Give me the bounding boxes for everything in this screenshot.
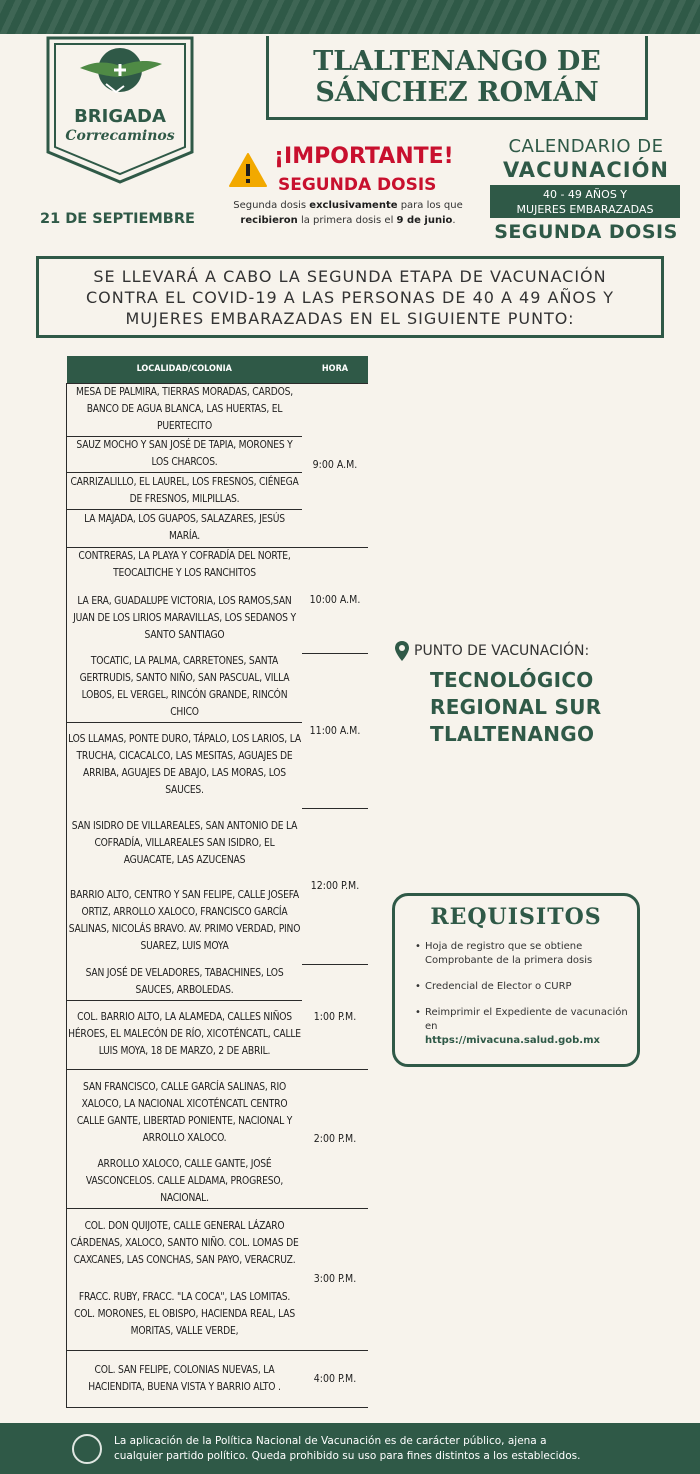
calendario-label: CALENDARIO DE (508, 136, 664, 157)
table-cell-localidad: SAUZ MOCHO Y SAN JOSÉ DE TAPIA, MORONES Y LOS CHARCOS. (67, 436, 303, 472)
table-cell-localidad: ARROLLO XALOCO, CALLE GANTE, JOSÉ VASCONCELOS. CALLE ALDAMA, PROGRESO, NACIONAL. (67, 1156, 303, 1208)
requisitos-box (392, 893, 640, 1067)
table-cell-hora: 10:00 A.M. (302, 547, 368, 653)
col-hora-header: HORA (302, 356, 368, 383)
municipality-title (266, 36, 648, 120)
table-row (67, 653, 369, 722)
table-cell-localidad: SAN FRANCISCO, CALLE GARCÍA SALINAS, RIO XALOCO, LA NACIONAL XICOTÉNCATL CENTRO CALLE GANTE, LIBERTAD PONIENTE, NACIONAL Y ARROLLO XALOCO. (67, 1069, 303, 1156)
title-line2: SÁNCHEZ ROMÁN (315, 76, 599, 108)
table-cell-localidad: CARRIZALILLO, EL LAUREL, LOS FRESNOS, CIÉNEGA DE FRESNOS, MILPILLAS. (67, 472, 303, 509)
government-seal-icon (72, 1434, 102, 1464)
table-cell-localidad: TOCATIC, LA PALMA, CARRETONES, SANTA GERTRUDIS, SANTO NIÑO, SAN PASCUAL, VILLA LOBOS, EL VERGEL, RINCÓN GRANDE, RINCÓN CHICO (67, 653, 303, 722)
table-cell-localidad: CONTRERAS, LA PLAYA Y COFRADÍA DEL NORTE, TEOCALTICHE Y LOS RANCHITOS (67, 547, 303, 583)
punto-label-row (394, 640, 589, 662)
table-cell-localidad: COL. BARRIO ALTO, LA ALAMEDA, CALLES NIÑOS HÉROES, EL MALECÓN DE RÍO, XICOTÉNCATL, CALLE LUIS MOYA, 18 DE MARZO, 2 DE ABRIL. (67, 1000, 303, 1069)
table-cell-hora: 4:00 P.M. (302, 1350, 368, 1407)
brigada-text: BRIGADA (74, 106, 166, 127)
table-row (67, 1350, 369, 1407)
correcaminos-text: Correcaminos (65, 128, 175, 144)
requisitos-title: REQUISITOS (430, 904, 602, 930)
segunda-dosis-note: Segunda dosis exclusivamente para los que recibieron la primera dosis el 9 de junio. (233, 200, 463, 226)
punto-name-line1: TECNOLÓGICO (430, 668, 594, 692)
footer-line2: cualquier partido político. Queda prohibido su uso para fines distintos a los establecidos. (114, 1450, 581, 1462)
punto-label: PUNTO DE VACUNACIÓN: (414, 643, 590, 659)
table-cell-localidad: FRACC. RUBY, FRACC. "LA COCA", LAS LOMITAS. COL. MORONES, EL OBISPO, HACIENDA REAL, LAS MORITAS, VALLE VERDE, (67, 1279, 303, 1350)
vacunacion-label: VACUNACIÓN (502, 158, 670, 182)
age-group-band (490, 185, 680, 218)
top-decorative-band (0, 0, 700, 34)
col-localidad-header: LOCALIDAD/COLONIA (67, 356, 303, 383)
location-pin-icon (394, 640, 410, 662)
table-row (67, 1208, 369, 1279)
warning-icon (228, 152, 268, 188)
table-cell-localidad: LOS LLAMAS, PONTE DURO, TÁPALO, LOS LARIOS, LA TRUCHA, CICACALCO, LAS MESITAS, AGUAJES DE ARRIBA, AGUAJES DE ABAJO, LAS MORAS, LOS SAUCES. (67, 722, 303, 808)
table-cell-hora: 11:00 A.M. (302, 653, 368, 808)
table-cell-localidad: BARRIO ALTO, CENTRO Y SAN FELIPE, CALLE JOSEFA ORTIZ, ARROLLO XALOCO, FRANCISCO GARCÍA SALINAS, NICOLÁS BRAVO. AV. PRIMO VERDAD, PINO SUAREZ, LUIS MOYA (67, 878, 303, 964)
table-cell-localidad: SAN ISIDRO DE VILLAREALES, SAN ANTONIO DE LA COFRADÍA, VILLAREALES SAN ISIDRO, EL AGUACATE, LAS AZUCENAS (67, 808, 303, 878)
table-row (67, 383, 369, 436)
table-cell-localidad: LA ERA, GUADALUPE VICTORIA, LOS RAMOS,SAN JUAN DE LOS LIRIOS MARAVILLAS, LOS SEDANOS Y SANTO SANTIAGO (67, 583, 303, 653)
table-header (67, 356, 369, 383)
footer-band (0, 1423, 700, 1474)
mivacuna-link[interactable]: https://mivacuna.salud.gob.mx (425, 1035, 600, 1046)
announcement-line2: CONTRA EL COVID-19 A LAS PERSONAS DE 40 A 49 AÑOS Y (85, 287, 615, 307)
punto-name (394, 667, 694, 748)
announcement-box (36, 256, 664, 338)
age-group-line1: 40 - 49 AÑOS Y (542, 188, 628, 201)
table-row (67, 547, 369, 583)
table-cell-localidad: LA MAJADA, LOS GUAPOS, SALAZARES, JESÚS MARÍA. (67, 509, 303, 547)
announcement-line3: MUJERES EMBARAZADAS EN EL SIGUIENTE PUNTO: (125, 308, 575, 328)
table-cell-localidad: COL. DON QUIJOTE, CALLE GENERAL LÁZARO CÁRDENAS, XALOCO, SANTO NIÑO. COL. LOMAS DE CAXCANES, LAS CONCHAS, SAN PAYO, VERACRUZ. (67, 1208, 303, 1279)
footer-line1: La aplicación de la Política Nacional de Vacunación es de carácter público, ajena a (114, 1435, 547, 1447)
requisito-item: • Credencial de Elector o CURP (415, 980, 631, 994)
table-cell-hora: 2:00 P.M. (302, 1069, 368, 1208)
announcement-line1: SE LLEVARÁ A CABO LA SEGUNDA ETAPA DE VACUNACIÓN (93, 266, 607, 286)
table-row (67, 808, 369, 878)
importante-heading: ¡IMPORTANTE! (274, 144, 454, 169)
requisitos-list (415, 940, 631, 1060)
requisito-item: • Reimprimir el Expediente de vacunación en https://mivacuna.salud.gob.mx (415, 1006, 631, 1048)
requisito-item: • Hoja de registro que se obtiene Comprobante de la primera dosis (415, 940, 631, 968)
table-cell-hora: 9:00 A.M. (302, 383, 368, 547)
age-group-line2: MUJERES EMBARAZADAS (516, 203, 654, 216)
footer-disclaimer (114, 1434, 674, 1464)
table-cell-localidad: SAN JOSÉ DE VELADORES, TABACHINES, LOS SAUCES, ARBOLEDAS. (67, 964, 303, 1000)
table-cell-localidad: MESA DE PALMIRA, TIERRAS MORADAS, CARDOS, BANCO DE AGUA BLANCA, LAS HUERTAS, EL PUERTECITO (67, 383, 303, 436)
title-line1: TLALTENANGO DE (313, 45, 601, 77)
segunda-dosis-label: SEGUNDA DOSIS (494, 221, 678, 243)
event-date: 21 DE SEPTIEMBRE (40, 211, 195, 227)
table-cell-hora: 12:00 P.M. (302, 808, 368, 964)
table-cell-localidad: COL. SAN FELIPE, COLONIAS NUEVAS, LA HACIENDITA, BUENA VISTA Y BARRIO ALTO . (67, 1350, 303, 1407)
schedule-table (66, 356, 368, 1408)
table-row (67, 1069, 369, 1156)
table-row (67, 964, 369, 1000)
punto-name-line3: TLALTENANGO (430, 722, 595, 746)
segunda-dosis-alert: SEGUNDA DOSIS (278, 175, 437, 195)
table-cell-hora: 1:00 P.M. (302, 964, 368, 1069)
punto-name-line2: REGIONAL SUR (430, 695, 602, 719)
table-cell-hora: 3:00 P.M. (302, 1208, 368, 1350)
